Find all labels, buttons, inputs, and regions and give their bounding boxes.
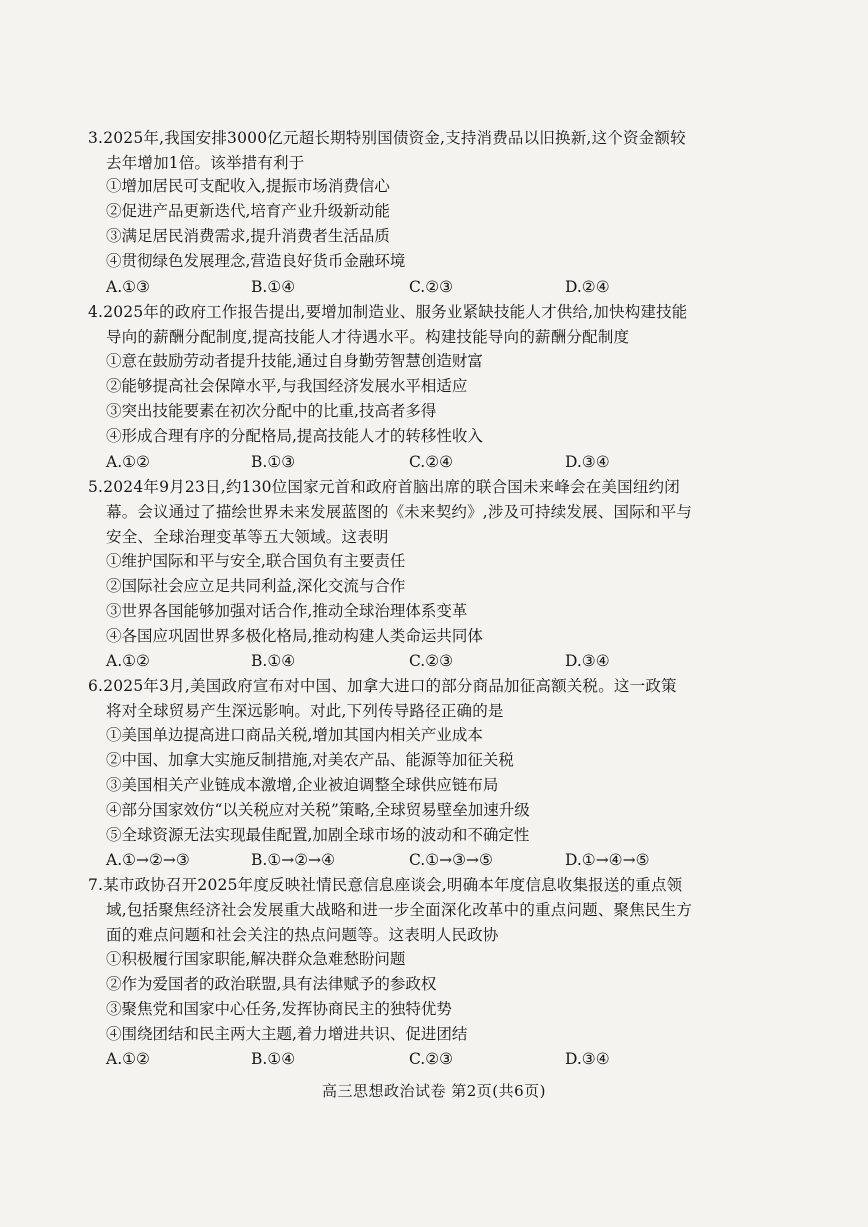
choice-a: A.①③: [106, 278, 150, 296]
stem-line: 去年增加1倍。该举措有利于: [106, 154, 305, 172]
stem-line: 面的难点问题和社会关注的热点问题等。这表明人民政协: [106, 926, 499, 944]
choice-c: C.②④: [409, 453, 454, 471]
choice-b: B.①④: [251, 652, 296, 670]
option: ③聚焦党和国家中心任务,发挥协商民主的独特优势: [106, 1000, 452, 1018]
answer-choices: [106, 450, 746, 474]
option: ③美国相关产业链成本激增,企业被迫调整全球供应链布局: [106, 776, 499, 794]
stem-line: 5.2024年9月23日,约130位国家元首和政府首脑出席的联合国未来峰会在美国纽约闭: [88, 478, 680, 496]
stem-line: 3.2025年,我国安排3000亿元超长期特别国债资金,支持消费品以旧换新,这个资金额较: [88, 129, 686, 147]
choice-c: C.①→③→⑤: [409, 851, 493, 869]
option: ②中国、加拿大实施反制措施,对美农产品、能源等加征关税: [106, 751, 514, 769]
option: ①意在鼓励劳动者提升技能,通过自身勤劳智慧创造财富: [106, 352, 483, 370]
choice-b: B.①→②→④: [251, 851, 335, 869]
answer-choices: [106, 1047, 746, 1071]
option: ②促进产品更新迭代,培育产业升级新动能: [106, 202, 390, 220]
option: ③满足居民消费需求,提升消费者生活品质: [106, 227, 390, 245]
choice-d: D.①→④→⑤: [565, 851, 650, 869]
option: ②国际社会应立足共同利益,深化交流与合作: [106, 577, 406, 595]
option: ⑤全球资源无法实现最佳配置,加剧全球市场的波动和不确定性: [106, 826, 530, 844]
stem-line: 4.2025年的政府工作报告提出,要增加制造业、服务业紧缺技能人才供给,加快构建技能: [88, 303, 688, 321]
option: ①积极履行国家职能,解决群众急难愁盼问题: [106, 950, 406, 968]
choice-d: D.②④: [565, 278, 610, 296]
question-stem: [88, 126, 748, 176]
option: ①增加居民可支配收入,提振市场消费信心: [106, 177, 390, 195]
choice-a: A.①②: [106, 652, 150, 670]
stem-line: 将对全球贸易产生深远影响。对此,下列传导路径正确的是: [106, 702, 504, 720]
choice-c: C.②③: [409, 652, 454, 670]
choice-c: C.②③: [409, 278, 454, 296]
stem-line: 6.2025年3月,美国政府宣布对中国、加拿大进口的部分商品加征高额关税。这一政策: [88, 677, 677, 695]
choice-b: B.①③: [251, 453, 296, 471]
option: ④形成合理有序的分配格局,提高技能人才的转移性收入: [106, 427, 483, 445]
choice-d: D.③④: [565, 1050, 610, 1068]
question-stem: [88, 300, 748, 350]
choice-a: A.①→②→③: [106, 851, 190, 869]
stem-line: 导向的薪酬分配制度,提高技能人才待遇水平。构建技能导向的薪酬分配制度: [106, 328, 630, 346]
option: ④各国应巩固世界多极化格局,推动构建人类命运共同体: [106, 627, 483, 645]
answer-choices: [106, 275, 746, 299]
option: ④部分国家效仿“以关税应对关税”策略,全球贸易壁垒加速升级: [106, 801, 530, 819]
page-footer: 高三思想政治试卷 第2页(共6页): [321, 1082, 547, 1100]
choice-c: C.②③: [409, 1050, 454, 1068]
option: ③突出技能要素在初次分配中的比重,技高者多得: [106, 402, 437, 420]
option: ③世界各国能够加强对话合作,推动全球治理体系变革: [106, 602, 468, 620]
option: ②能够提高社会保障水平,与我国经济发展水平相适应: [106, 377, 468, 395]
question-stem: [88, 674, 748, 724]
stem-line: 7.某市政协召开2025年度反映社情民意信息座谈会,明确本年度信息收集报送的重点领: [88, 876, 683, 894]
choice-b: B.①④: [251, 278, 296, 296]
choice-a: A.①②: [106, 453, 150, 471]
choice-a: A.①②: [106, 1050, 150, 1068]
option: ④围绕团结和民主两大主题,着力增进共识、促进团结: [106, 1025, 468, 1043]
option: ①美国单边提高进口商品关税,增加其国内相关产业成本: [106, 726, 483, 744]
choice-b: B.①④: [251, 1050, 296, 1068]
choice-d: D.③④: [565, 453, 610, 471]
choice-d: D.③④: [565, 652, 610, 670]
option: ④贯彻绿色发展理念,营造良好货币金融环境: [106, 252, 406, 270]
option: ②作为爱国者的政治联盟,具有法律赋予的参政权: [106, 975, 437, 993]
option: ①维护国际和平与安全,联合国负有主要责任: [106, 552, 406, 570]
answer-choices: [106, 848, 746, 872]
answer-choices: [106, 649, 746, 673]
stem-line: 域,包括聚焦经济社会发展重大战略和进一步全面深化改革中的重点问题、聚焦民生方: [106, 901, 693, 919]
stem-line: 安全、全球治理变革等五大领域。这表明: [106, 528, 389, 546]
stem-line: 幕。会议通过了描绘世界未来发展蓝图的《未来契约》,涉及可持续发展、国际和平与: [106, 503, 693, 521]
question-stem: [88, 873, 748, 948]
question-stem: [88, 475, 748, 550]
